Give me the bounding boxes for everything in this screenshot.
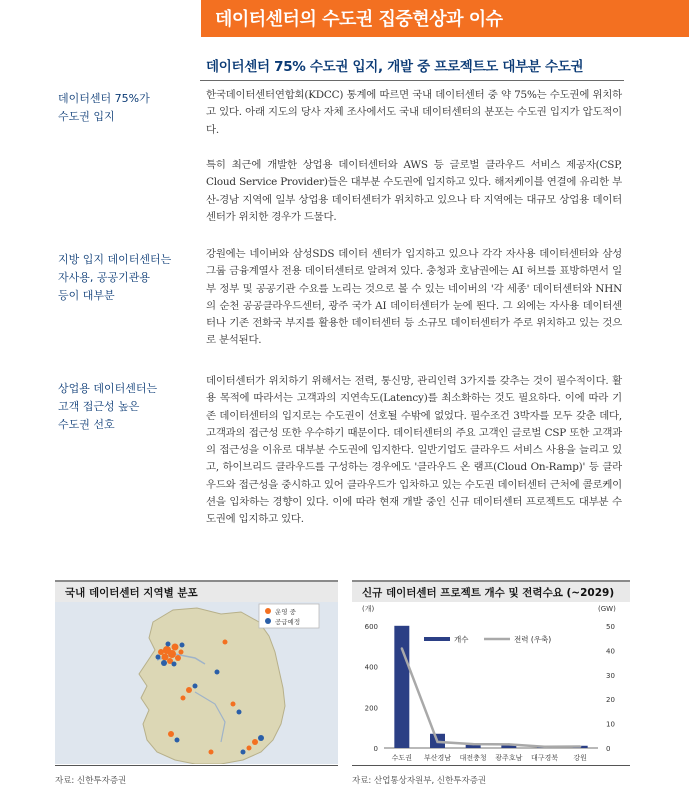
legend-bar-swatch — [424, 637, 450, 641]
right-tick-label: 30 — [606, 671, 615, 680]
power-point-수도권 — [401, 647, 403, 649]
map-figure-bottom-rule — [55, 765, 338, 766]
right-tick-label: 0 — [606, 745, 611, 753]
category-label: 광주호남 — [495, 754, 523, 762]
power-point-대전충청 — [472, 743, 474, 745]
korea-landmass — [139, 608, 285, 764]
paragraph-3: 강원에는 네이버와 삼성SDS 데이터 센터가 입지하고 있으나 각각 자사용 데이터센터와 삼성그룹 금융계열사 전용 데이터센터로 알려져 있다. 충청과 호남권에는 AI 허브를 표방하면서 일부 정부 및 공공기관 수요를 노리는 것으로 볼 수 있는 네이버의 '각 세종' 데이터센터와 NHN의 순천 공공클라우드센터, 광주 국가 AI 데이터센터가 눈에 띈다. 그 외에는 자사용 데이터센터나 기존 전화국 부지를 활용한 데이터센터 등 소규모 데이터센터가 주로 위치하고 있는 것으로 분석된다. — [206, 248, 622, 347]
power-point-광주호남 — [508, 743, 510, 745]
left-tick-label: 400 — [364, 663, 378, 672]
side-note-line: 데이터센터 75%가 — [58, 92, 150, 105]
power-point-강원 — [579, 745, 581, 747]
map-figure-title: 국내 데이터센터 지역별 분포 — [55, 580, 338, 602]
legend-line-label: 전력 (우축) — [514, 635, 552, 644]
left-tick-label: 0 — [373, 745, 378, 753]
category-label: 대구경북 — [530, 754, 559, 762]
map-source: 자료: 신한투자증권 — [55, 776, 127, 786]
category-label: 부산경남 — [423, 754, 452, 762]
right-tick-label: 50 — [606, 623, 615, 631]
legend-planned-marker — [265, 618, 271, 624]
category-label: 수도권 — [391, 754, 412, 762]
power-point-대구경북 — [543, 746, 545, 748]
project-chart — [352, 602, 630, 764]
page-title: 데이터센터의 수도권 집중현상과 이슈 — [215, 9, 503, 30]
side-note-1 — [58, 90, 150, 126]
power-point-부산경남 — [436, 741, 438, 743]
paragraph-2: 특히 최근에 개발한 상업용 데이터센터와 AWS 등 글로벌 클라우드 서비스 제공자(CSP, Cloud Service Provider)들은 대부분 수도권에 입지하고 있다. 해저케이블 연결에 유리한 부산-경남 지역에 일부 상업용 데이터센터가 위치하고 있으나 타 지역에는 대규모 상업용 데이터센터가 위치한 경우가 드물다. — [206, 159, 622, 223]
legend-operating-marker — [265, 608, 271, 614]
side-note-line: 자사용, 공공기관용 — [58, 271, 151, 284]
side-note-line: 지방 입지 데이터센터는 — [58, 253, 172, 266]
subtitle-divider — [200, 80, 624, 81]
legend-planned-label: 공급예정 — [275, 618, 301, 626]
side-note-line: 고객 접근성 높은 — [58, 400, 140, 413]
right-tick-label: 10 — [606, 720, 615, 729]
legend-operating-label: 운영 중 — [275, 608, 296, 616]
right-axis-unit: (GW) — [598, 605, 616, 613]
chart-figure-title: 신규 데이터센터 프로젝트 개수 및 전력수요 (~2029) — [352, 580, 630, 602]
right-tick-label: 20 — [606, 696, 615, 705]
side-note-line: 상업용 데이터센터는 — [58, 382, 158, 395]
side-note-3 — [58, 380, 157, 434]
korea-datacenter-map — [55, 602, 338, 764]
bar-수도권 — [394, 626, 409, 748]
left-tick-label: 600 — [364, 623, 378, 631]
side-note-line: 수도권 선호 — [58, 418, 115, 431]
side-note-line: 등이 대부분 — [58, 289, 115, 302]
right-tick-label: 40 — [606, 647, 615, 656]
legend-bar-label: 개수 — [454, 635, 469, 644]
chart-figure-bottom-rule — [352, 765, 630, 766]
left-axis-unit: (개) — [362, 605, 375, 613]
paragraph-1: 한국데이터센터연합회(KDCC) 통계에 따르면 국내 데이터센터 중 약 75%는 수도권에 위치하고 있다. 아래 지도의 당사 자체 조사에서도 국내 데이터센터의 분포는 수도권 입지가 압도적이다. — [206, 89, 622, 136]
section-subtitle: 데이터센터 75% 수도권 입지, 개발 중 프로젝트도 대부분 수도권 — [206, 59, 584, 75]
category-label: 대전충청 — [459, 754, 487, 762]
side-note-2 — [58, 251, 171, 305]
power-line-series — [402, 648, 580, 746]
chart-source: 자료: 산업통상자원부, 신한투자증권 — [352, 776, 487, 786]
bar-대전충청 — [466, 745, 481, 748]
left-tick-label: 200 — [364, 704, 378, 713]
paragraph-4: 데이터센터가 위치하기 위해서는 전력, 통신망, 관리인력 3가지를 갖추는 것이 필수적이다. 활용 목적에 따라서는 고객과의 지연속도(Latency)를 최소화하는 것도 필요하다. 이에 따라 기존 데이터센터의 입지로는 수도권이 선호될 수밖에 없었다. 필수조건 3박자를 모두 갖춘 데다, 고객과의 접근성 또한 우수하기 때문이다. 데이터센터의 주요 고객인 글로벌 CSP 또한 고객과의 접근성을 이유로 대부분 수도권에 입지한다. 일반기업도 클라우드 서비스 사용을 늘리고 있고, 하이브리드 클라우드를 구성하는 경우에도 '클라우드 온 램프(Cloud On-Ramp)' 등 클라우드와 접근성을 중시하고 있어 클라우드가 입차하고 있는 수도권 데이터센터 근처에 콜로케이션을 입차하는 경향이 있다. 이에 따라 현재 개발 중인 신규 데이터센터 프로젝트도 대부분 수도권에 입지하고 있다. — [206, 375, 622, 526]
category-label: 강원 — [573, 754, 587, 762]
side-note-line: 수도권 입지 — [58, 110, 115, 123]
title-banner — [201, 0, 689, 37]
